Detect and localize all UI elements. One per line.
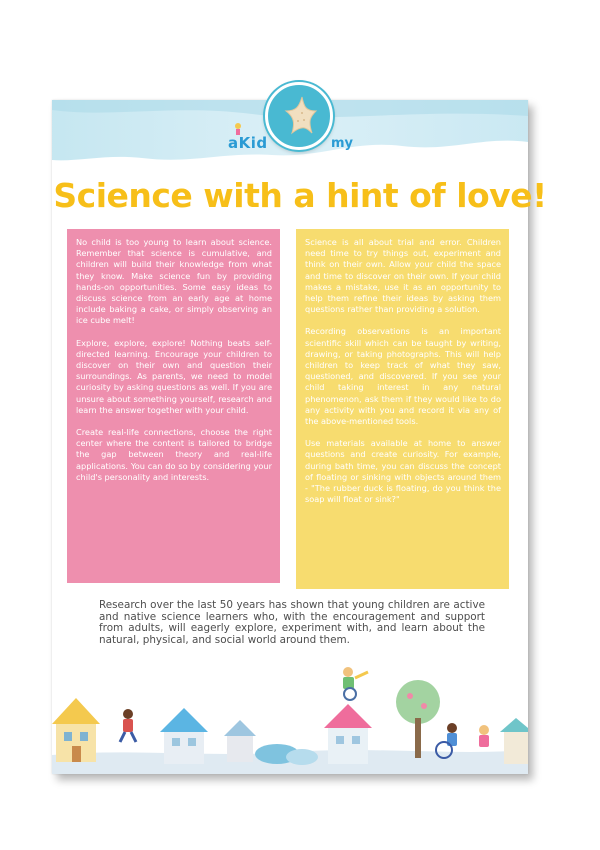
research-paragraph: Research over the last 50 years has shown that young children are active and native science learners who, with the encouragement and support from adults, will eagerly explore, experiment with, and learn about the natural, physical, and social world around them. [99,599,485,646]
child-wheelchair-icon [343,667,368,700]
left-paragraph: Explore, explore, explore! Nothing beats self-directed learning. Encourage your children to discover on their own and question their surroundings. As parents, we need to model curiosity by asking questions as well. If you are unsure about something yourself, research and learn the answer together with your child. [76,337,272,415]
house-icon [52,698,100,762]
right-paragraph: Science is all about trial and error. Children need time to try things out, experiment and think on their own. Allow your child the space and time to discover on their own. If your child makes a mistake, use it as an opportunity to help them refine their ideas by asking them questions rather than providing a solution. [305,237,501,315]
left-paragraph: No child is too young to learn about science. Remember that science is cumulative, and children will build their knowledge from what they know. Make science fun by providing hands-on opportunities. Some easy ideas to discuss science from an early age at home include baking a cake, or simply observing an ice cube melt! [76,237,272,326]
right-column [296,229,509,589]
tree-icon [396,680,440,758]
page-title: Science with a hint of love! [53,176,547,215]
house-icon [324,704,372,764]
starfish-badge [265,82,333,150]
child-running-icon [120,709,136,742]
town-illustration [52,660,528,774]
logo-text-left: aKid [228,134,268,152]
starfish-icon [276,93,328,145]
right-paragraph: Use materials available at home to answer questions and create curiosity. For example, during bath time, you can discuss the concept of floating or sinking with objects around them - "The rubber duck is floating, do you think the soap will float or sink?" [305,438,501,505]
left-column [67,229,280,583]
left-paragraph: Create real-life connections, choose the right center where the content is tailored to bridge the gap between theory and real-life applications. You can do so by considering your child's personality and interests. [76,427,272,482]
right-paragraph: Recording observations is an important scientific skill which can be taught by writing, drawing, or taking photographs. This will help children to keep track of what they saw, questioned, and discovered. If you see your child taking interest in any natural phenomenon, ask them if they would like to do any activity with you and record it via any of the above-mentioned tools. [305,326,501,427]
house-icon [160,708,208,764]
child-dancing-icon [479,725,489,747]
logo-text-right: my [331,136,354,151]
